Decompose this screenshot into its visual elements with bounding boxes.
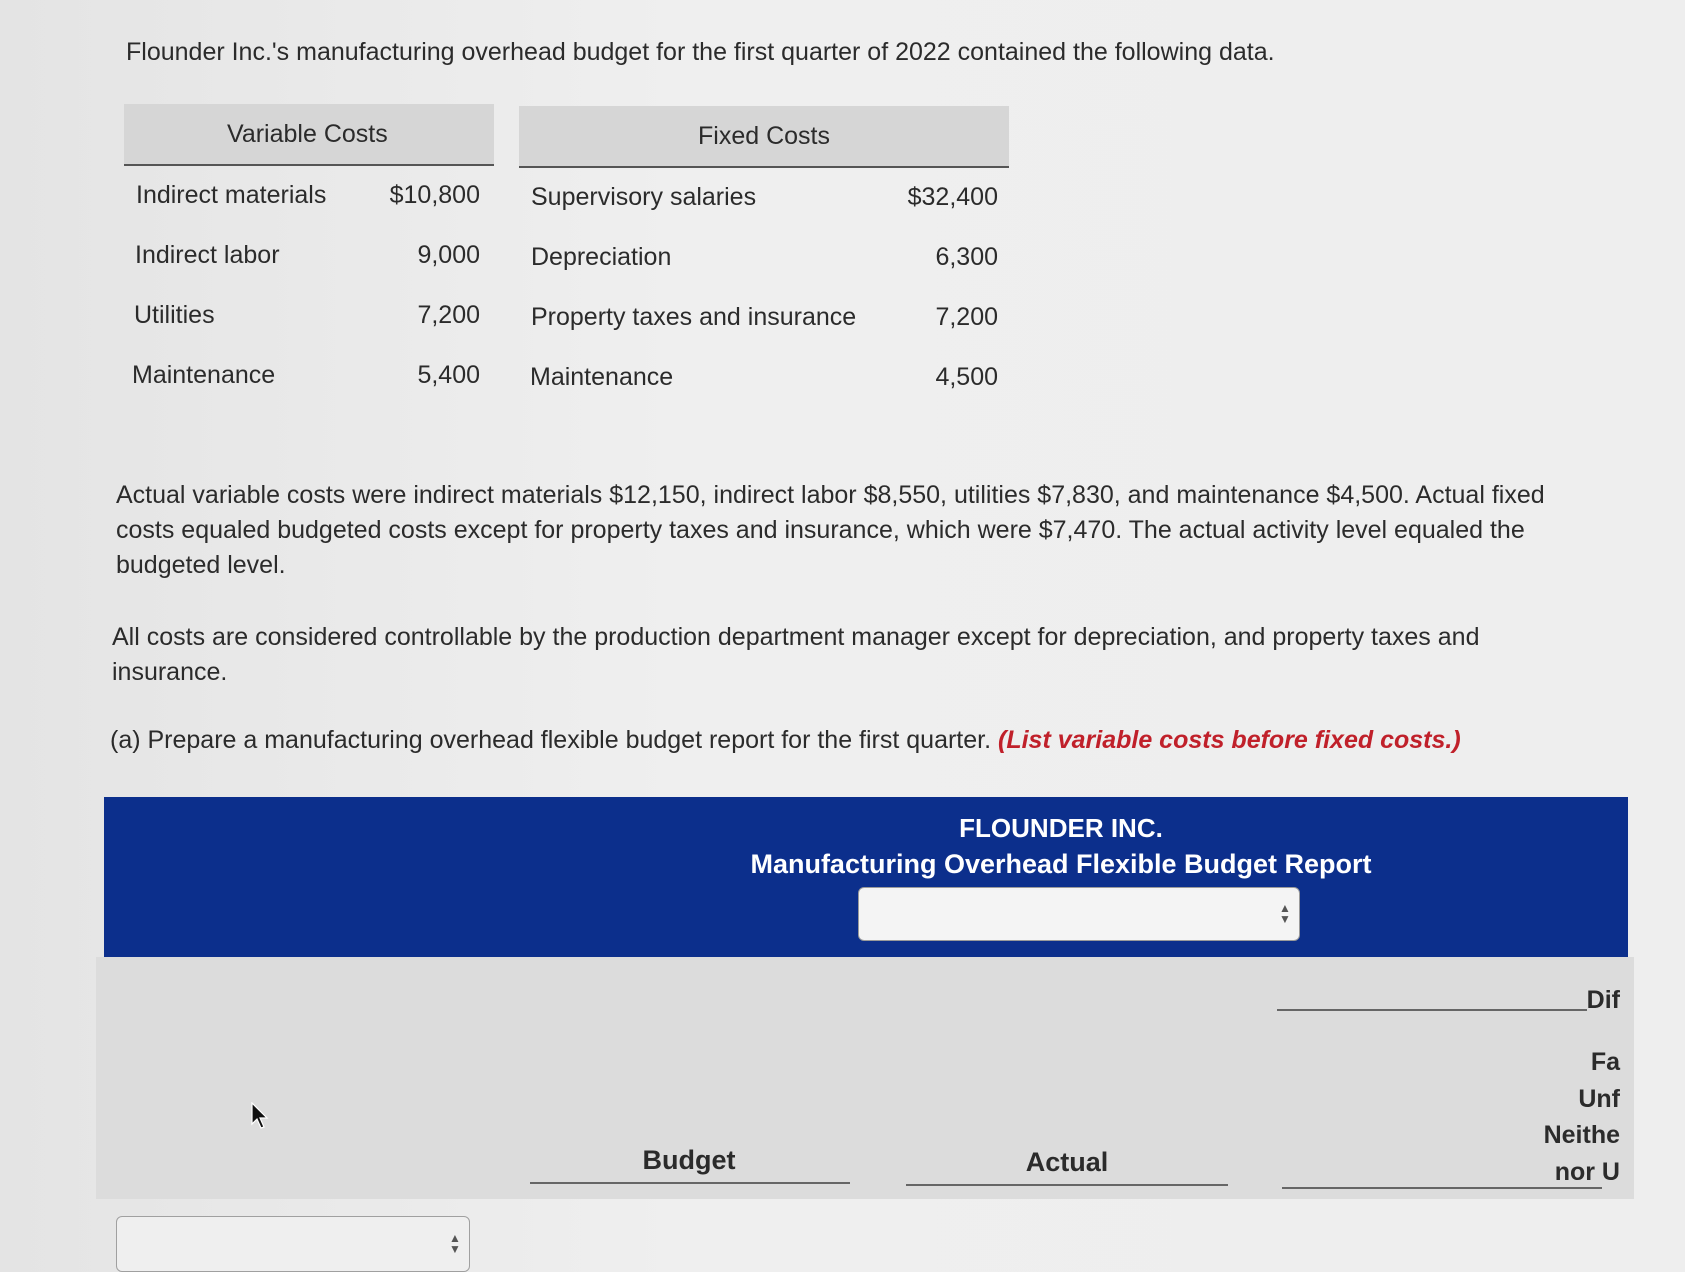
- actual-column-rule: [906, 1184, 1228, 1186]
- variable-row-amount: 5,400: [417, 361, 480, 389]
- row-item-select[interactable]: [116, 1216, 470, 1272]
- budget-column-rule: [530, 1182, 850, 1184]
- difference-option: Neithe: [1543, 1121, 1620, 1149]
- difference-column-header: Dif: [1586, 986, 1620, 1014]
- difference-option: nor U: [1554, 1158, 1620, 1186]
- fixed-row-amount: 4,500: [935, 363, 998, 391]
- budget-column-header: Budget: [642, 1145, 736, 1175]
- fixed-row-label: Depreciation: [531, 243, 672, 271]
- report-header: [104, 797, 1628, 957]
- report-title: Manufacturing Overhead Flexible Budget Report: [750, 849, 1372, 879]
- report-column-header-area: [96, 957, 1634, 1199]
- fixed-row-amount: $32,400: [907, 183, 998, 211]
- fixed-row-label: Supervisory salaries: [531, 183, 757, 211]
- difference-column-rule: [1282, 1187, 1602, 1189]
- variable-row-amount: 7,200: [417, 301, 480, 329]
- controllable-paragraph: All costs are considered controllable by the production department manager except for depreciation, and property taxes and insurance.: [112, 623, 1480, 686]
- variable-costs-header: Variable Costs: [124, 104, 494, 166]
- difference-header-rule: [1277, 1009, 1587, 1011]
- mouse-pointer-icon: [250, 1102, 270, 1130]
- intro-text: Flounder Inc.'s manufacturing overhead budget for the first quarter of 2022 contained the following data.: [126, 38, 1275, 66]
- variable-row-label: Maintenance: [132, 361, 276, 389]
- variable-row-amount: 9,000: [417, 241, 480, 269]
- question-a: [110, 726, 1461, 755]
- actual-costs-paragraph: Actual variable costs were indirect materials $12,150, indirect labor $8,550, utilities $7,830, and maintenance $4,500. Actual fixed costs equaled budgeted costs except for property taxes and insurance, which were $7,470. The actual activity level equaled the budgeted level.: [116, 481, 1545, 579]
- question-hint: (List variable costs before fixed costs.): [998, 726, 1461, 754]
- variable-row-label: Indirect labor: [135, 241, 280, 269]
- fixed-costs-header: Fixed Costs: [519, 106, 1009, 168]
- updown-arrows-icon: ▲ ▼: [449, 1231, 461, 1256]
- difference-option: Fa: [1590, 1048, 1620, 1076]
- fixed-row-amount: 6,300: [935, 243, 998, 271]
- difference-option: Unf: [1578, 1085, 1620, 1113]
- actual-column-header: Actual: [1025, 1147, 1109, 1177]
- updown-arrows-icon: ▲ ▼: [1279, 901, 1291, 926]
- variable-row-label: Indirect materials: [136, 181, 327, 209]
- variable-row-label: Utilities: [134, 301, 215, 329]
- question-text: (a) Prepare a manufacturing overhead flexible budget report for the first quarter.: [110, 726, 992, 754]
- period-select[interactable]: [858, 887, 1300, 941]
- fixed-row-label: Maintenance: [530, 363, 674, 391]
- report-company: FLOUNDER INC.: [959, 813, 1163, 843]
- fixed-row-label: Property taxes and insurance: [531, 303, 857, 331]
- fixed-row-amount: 7,200: [935, 303, 998, 331]
- variable-row-amount: $10,800: [389, 181, 480, 209]
